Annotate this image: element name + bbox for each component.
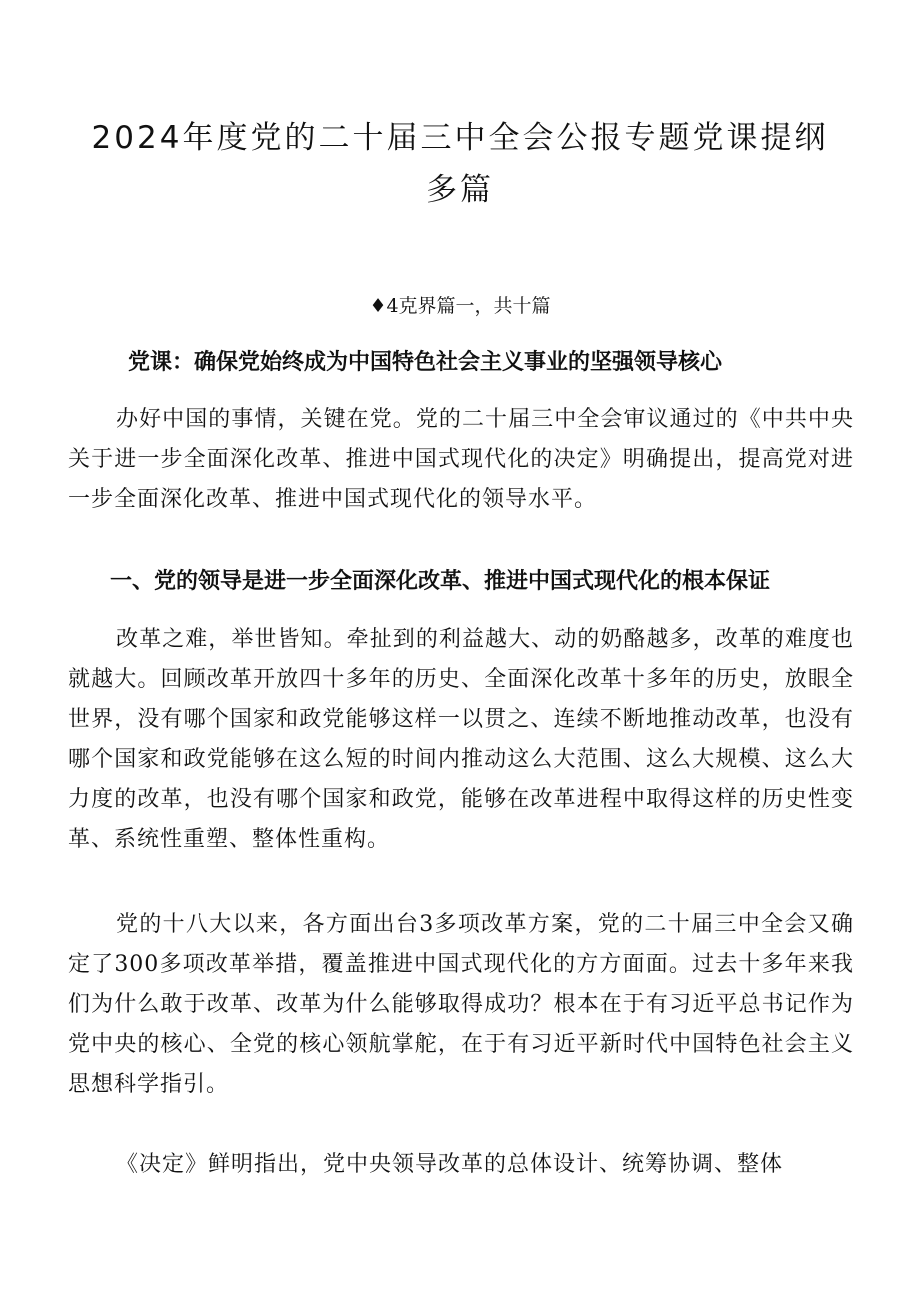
- section-one-heading: 一、党的领导是进一步全面深化改革、推进中国式现代化的根本保证: [110, 569, 771, 594]
- paragraph-intro: 办好中国的事情，关键在党。党的二十届三中全会审议通过的《中共中央关于进一步全面深化改革、推进中国式现代化的决定》明确提出，提高党对进一步全面深化改革、推进中国式现代化的领导水平。: [68, 407, 854, 512]
- lesson-heading: 党课：确保党始终成为中国特色社会主义事业的坚强领导核心: [128, 350, 723, 375]
- paragraph-reform-measures: 党的十八大以来，各方面出台3多项改革方案，党的二十届三中全会又确定了300多项改革举措，覆盖推进中国式现代化的方方面面。过去十多年来我们为什么敢于改革、改革为什么能够取得成功？根本在于有习近平总书记作为党中央的核心、全党的核心领航掌舵，在于有习近平新时代中国特色社会主义思想科学指引。: [68, 912, 854, 1097]
- paragraph-decision: 《决定》鲜明指出，党中央领导改革的总体设计、统筹协调、整体: [116, 1152, 784, 1177]
- document-subtitle: ♦4克界篇一，共十篇: [369, 295, 551, 317]
- paragraph-reform-difficulty: 改革之难，举世皆知。牵扯到的利益越大、动的奶酪越多，改革的难度也就越大。回顾改革开放四十多年的历史、全面深化改革十多年的历史，放眼全世界，没有哪个国家和政党能够这样一以贯之、连续不断地推动改革，也没有哪个国家和政党能够在这么短的时间内推动这么大范围、这么大规模、这么大力度的改革，也没有哪个国家和政党，能够在改革进程中取得这样的历史性变革、系统性重塑、整体性重构。: [68, 627, 854, 852]
- document-title: 2024年度党的二十届三中全会公报专题党课提纲多篇: [91, 120, 829, 208]
